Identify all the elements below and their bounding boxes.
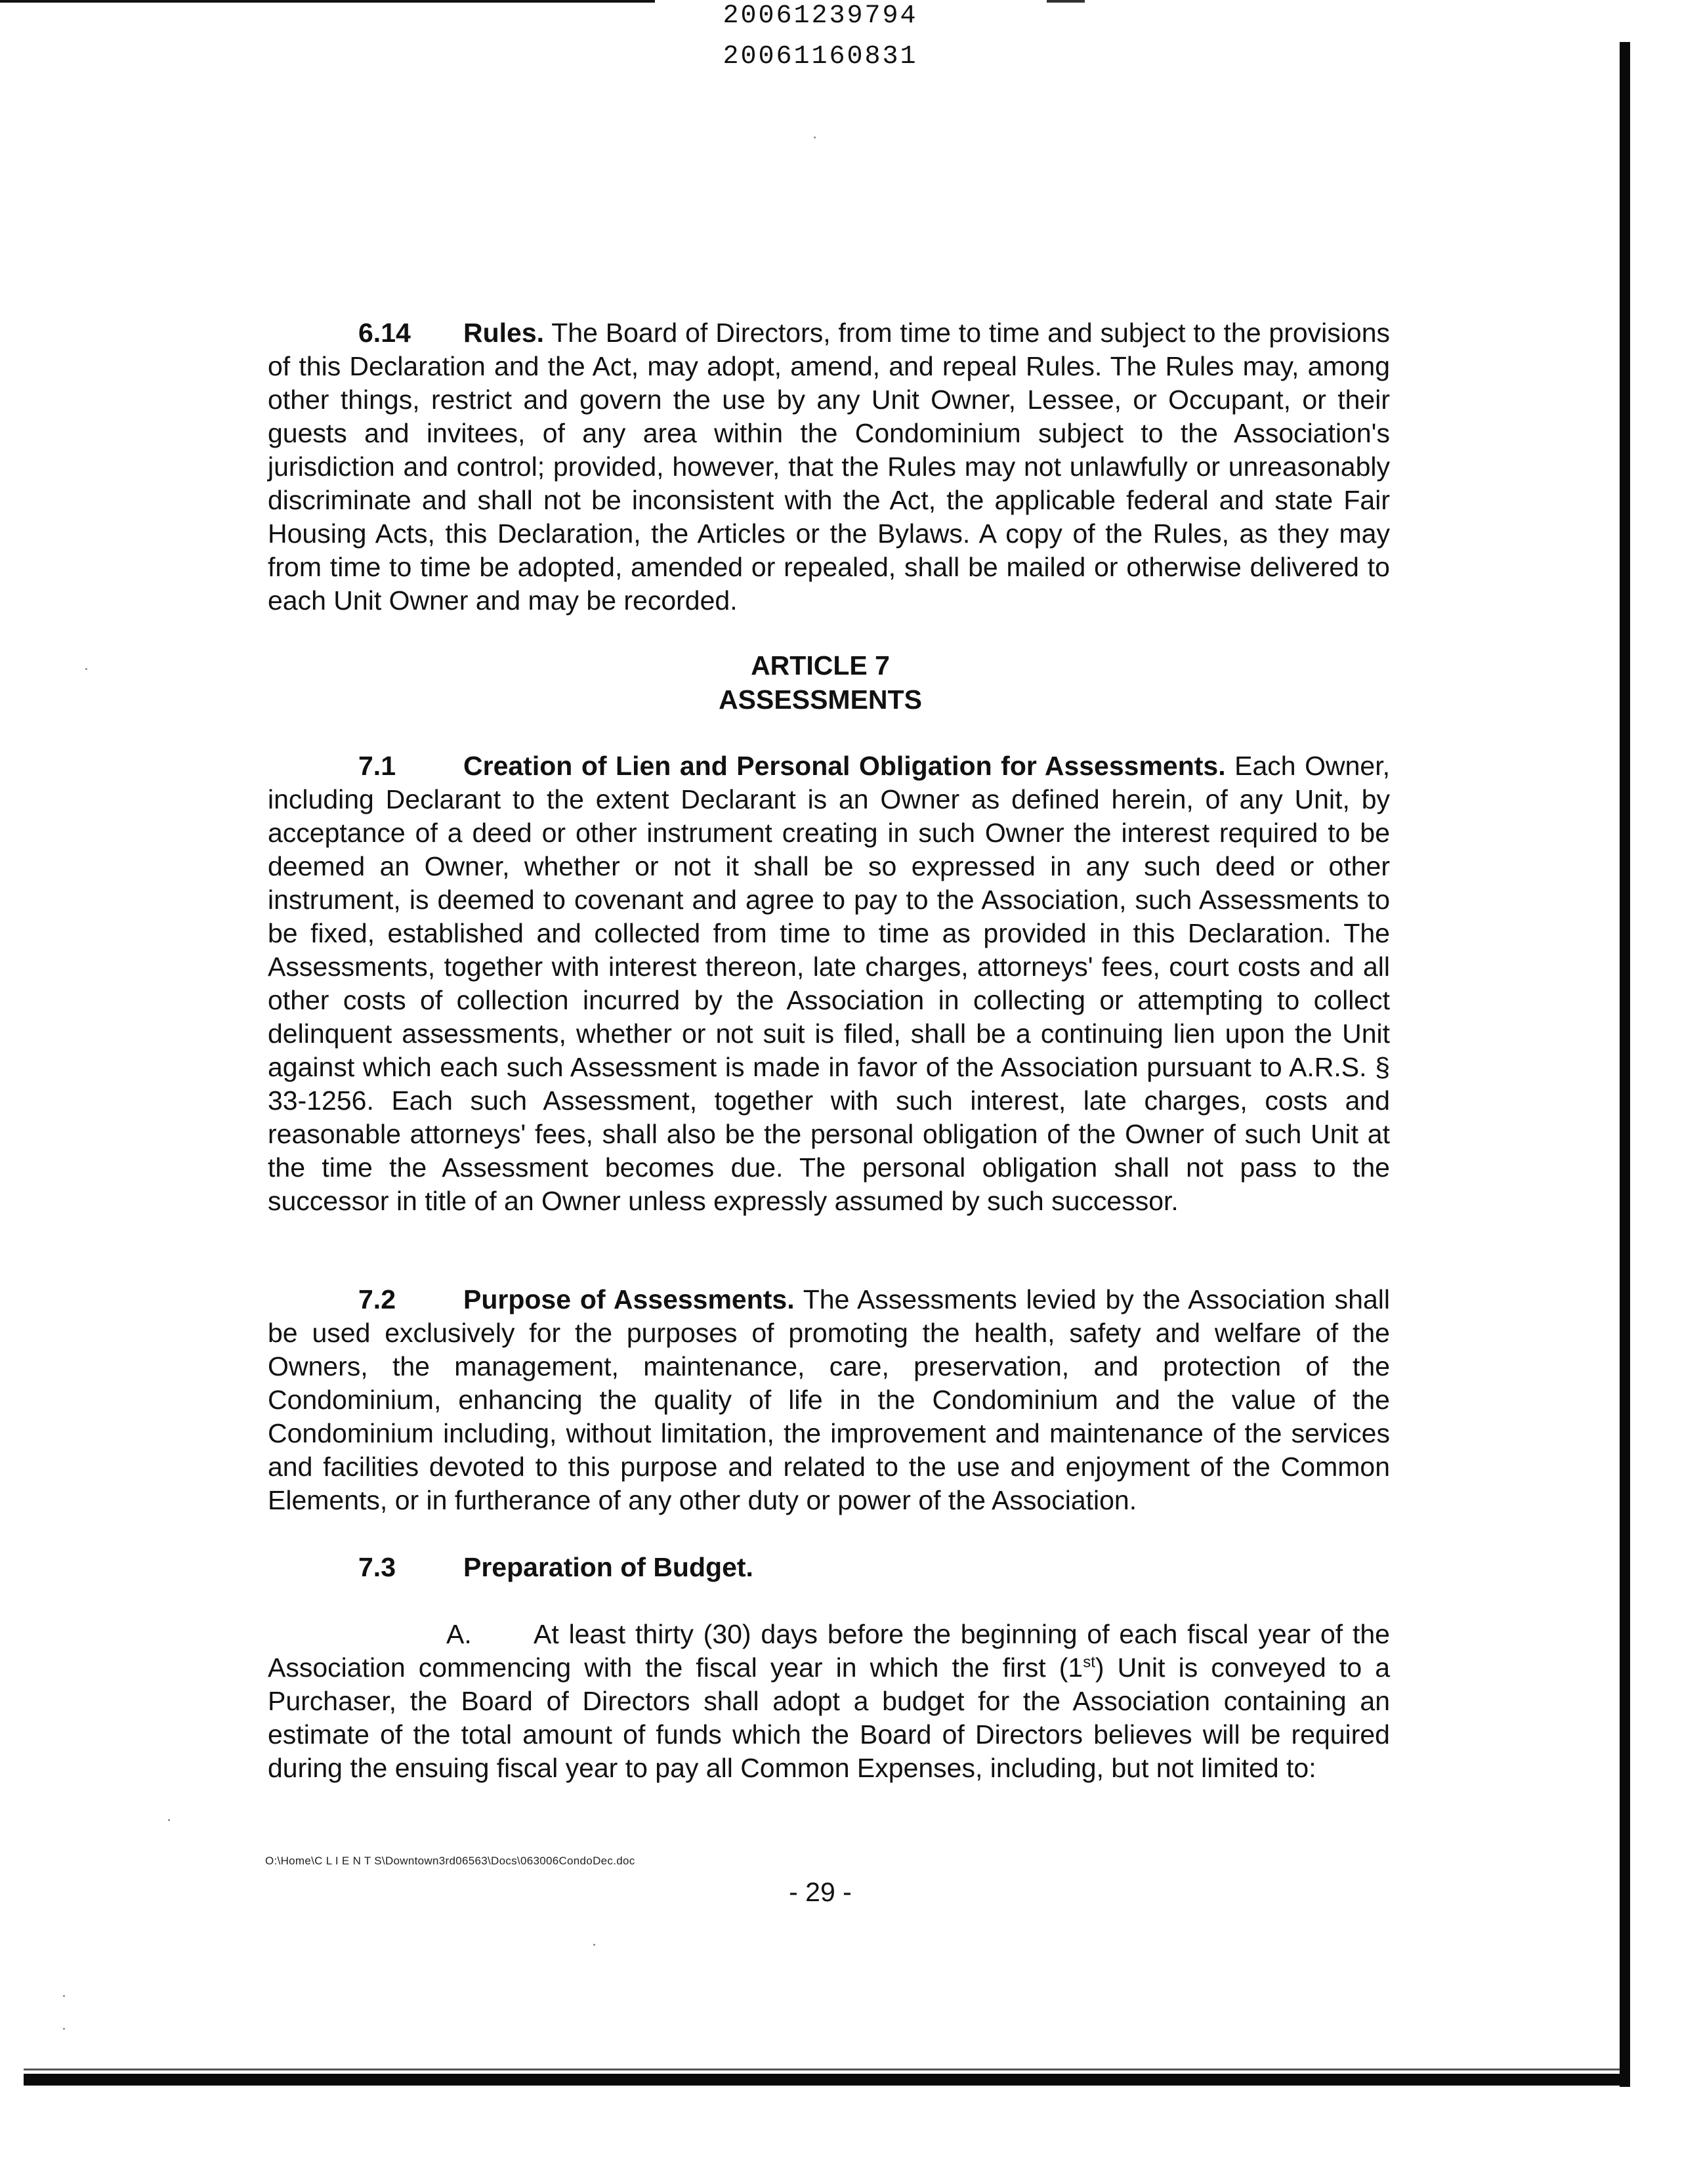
scan-bottom-border	[24, 2074, 1630, 2086]
section-text: Each Owner, including Declarant to the extent Declarant is an Owner as defined herein, of any Unit, by acceptance of a deed or other instrument creating in such Owner the interest required to be deemed an Owner, whether or not it shall be so expressed in any such deed or other instrument, is deemed to covenant and agree to pay to the Association, such Assessments to be fixed, established and collected from time to time as provided in this Declaration. The Assessments, together with interest thereon, late charges, attorneys' fees, court costs and all other costs of collection incurred by the Association in collecting or attempting to collect delinquent assessments, whether or not suit is filed, shall be a continuing lien upon the Unit against which each such Assessment is made in favor of the Association pursuant to A.R.S. § 33-1256. Each such Assessment, together with such interest, late charges, costs and reasonable attorneys' fees, shall also be the personal obligation of the Owner of such Unit at the time the Assessment becomes due. The personal obligation shall not pass to the successor in title of an Owner unless expressly assumed by such successor.	[268, 751, 1390, 1216]
section-text: The Assessments levied by the Association shall be used exclusively for the purposes of promoting the health, safety and welfare of the Owners, the management, maintenance, care, preservation, and protection of the Condominium, enhancing the quality of life in the Condominium and the value of the Condominium including, without limitation, the improvement and maintenance of the services and facilities devoted to this purpose and related to the use and enjoyment of the Common Elements, or in furtherance of any other duty or power of the Association.	[268, 1284, 1390, 1515]
scan-right-border	[1620, 42, 1630, 2087]
section-heading: Rules.	[463, 318, 545, 348]
section-7-2	[268, 1283, 1390, 1517]
section-6-14	[268, 316, 1390, 618]
section-number: 7.3	[358, 1552, 396, 1582]
section-text: The Board of Directors, from time to time and subject to the provisions of this Declaration and the Act, may adopt, amend, and repeal Rules. The Rules may, among other things, restrict and govern the use by any Unit Owner, Lessee, or Occupant, or their guests and invitees, of any area within the Condominium subject to the Association's jurisdiction and control; provided, however, that the Rules may not unlawfully or unreasonably discriminate and shall not be inconsistent with the Act, the applicable federal and state Fair Housing Acts, this Declaration, the Articles or the Bylaws. A copy of the Rules, as they may from time to time be adopted, amended or repealed, shall be mailed or otherwise delivered to each Unit Owner and may be recorded.	[268, 318, 1390, 616]
section-number: 7.1	[358, 751, 396, 781]
section-7-3	[268, 1551, 1390, 1584]
subsection-label: A.	[446, 1619, 472, 1649]
footer-file-path: O:\Home\C L I E N T S\Downtown3rd06563\Docs\063006CondoDec.doc	[265, 1855, 635, 1867]
scan-speck	[593, 1944, 595, 1946]
subsection-text-1: At least thirty (30) days before the beginning of each fiscal year of the Association commencing with the fiscal year in which the first (1	[268, 1619, 1390, 1683]
page-number: - 29 -	[789, 1877, 852, 1907]
section-7-3-a	[268, 1618, 1390, 1785]
scan-speck	[814, 136, 816, 138]
section-number: 7.2	[358, 1284, 396, 1314]
recording-number-1: 20061239794	[723, 1, 918, 31]
subsection-superscript: st	[1083, 1653, 1095, 1671]
scan-speck	[85, 668, 87, 670]
scan-bottom-rule	[24, 2068, 1620, 2070]
section-heading: Creation of Lien and Personal Obligation for Assessments.	[463, 751, 1226, 781]
section-heading: Preparation of Budget.	[463, 1552, 753, 1582]
section-number: 6.14	[358, 318, 411, 348]
section-heading: Purpose of Assessments.	[463, 1284, 795, 1314]
recording-number-2: 20061160831	[723, 42, 918, 72]
scan-speck	[168, 1819, 170, 1821]
scan-speck	[63, 2028, 65, 2030]
scan-speck	[63, 1995, 65, 1997]
article-title: ASSESSMENTS	[719, 684, 922, 715]
subsection-text-2: ) Unit is conveyed to a Purchaser, the Board of Directors shall adopt a budget for the Association containing an estimate of the total amount of funds which the Board of Directors believes will be required during the ensuing fiscal year to pay all Common Expenses, including, but not limited to:	[268, 1652, 1391, 1783]
article-number: ARTICLE 7	[751, 650, 890, 681]
section-7-1	[268, 749, 1390, 1218]
